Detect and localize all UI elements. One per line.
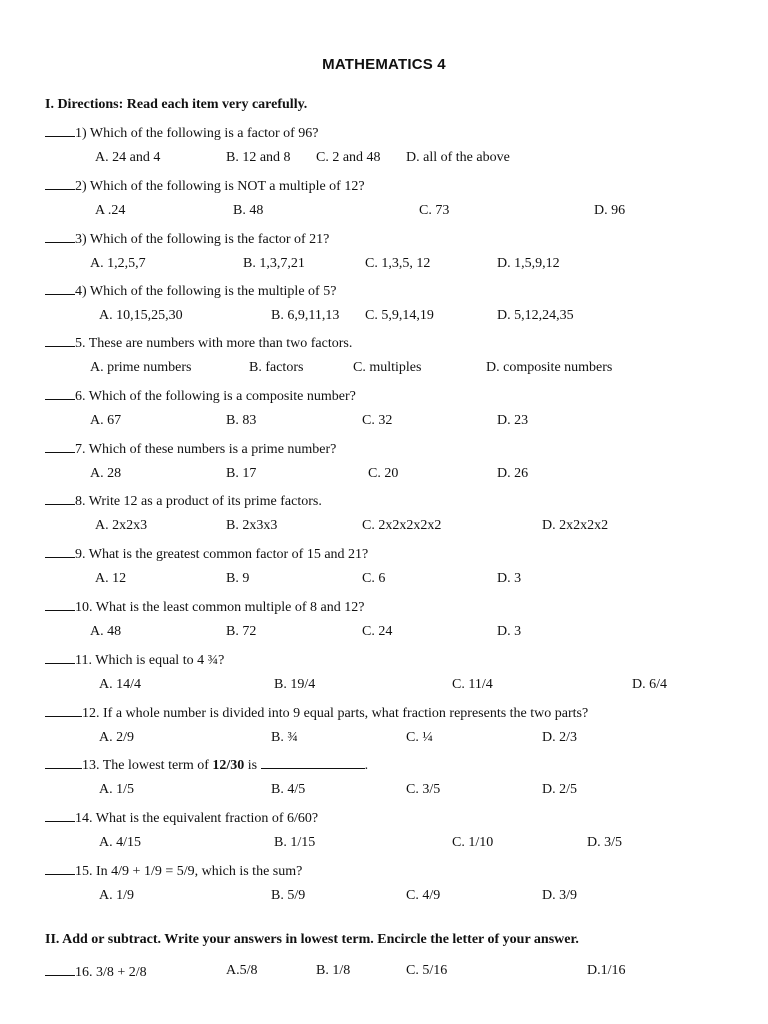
question-5	[45, 334, 352, 352]
answer-blank[interactable]	[45, 651, 75, 664]
page-title: MATHEMATICS 4	[322, 56, 446, 73]
answer-blank[interactable]	[45, 862, 75, 875]
answer-blank[interactable]	[45, 230, 75, 243]
option-d[interactable]: D. 2/3	[542, 730, 577, 745]
option-d[interactable]: D. composite numbers	[486, 360, 613, 375]
option-d[interactable]: D. 2x2x2x2	[542, 518, 609, 533]
part1-directions: I. Directions: Read each item very carefully.	[45, 97, 308, 112]
option-c[interactable]: C. 4/9	[406, 888, 441, 903]
option-a[interactable]: A. 2/9	[99, 730, 134, 745]
question-text: 15. In 4/9 + 1/9 = 5/9, which is the sum?	[75, 864, 303, 879]
option-a[interactable]: A. 48	[90, 624, 122, 639]
option-d[interactable]: D. all of the above	[406, 150, 510, 165]
option-a[interactable]: A. 1/9	[99, 888, 134, 903]
question-2	[45, 177, 365, 195]
question-text: 4) Which of the following is the multiple of 5?	[75, 284, 337, 299]
option-c[interactable]: C. 32	[362, 413, 393, 428]
option-c[interactable]: C. 24	[362, 624, 393, 639]
question-text: 10. What is the least common multiple of 8 and 12?	[75, 600, 365, 615]
question-text: 3) Which of the following is the factor of 21?	[75, 232, 330, 247]
option-b[interactable]: B. ¾	[271, 730, 298, 745]
question-9	[45, 545, 368, 563]
question-15	[45, 862, 302, 880]
option-c[interactable]: C. 73	[419, 203, 450, 218]
question-8	[45, 492, 322, 510]
option-a[interactable]: A .24	[95, 203, 126, 218]
option-b[interactable]: B. 6,9,11,13	[271, 308, 340, 323]
option-b[interactable]: B. 12 and 8	[226, 150, 291, 165]
option-b[interactable]: B. 83	[226, 413, 257, 428]
question-text: 11. Which is equal to 4 ¾?	[75, 653, 225, 668]
question-14	[45, 809, 318, 827]
question-text: 12. If a whole number is divided into 9 equal parts, what fraction represents the two parts?	[82, 706, 589, 721]
answer-blank[interactable]	[45, 598, 75, 611]
option-a[interactable]: A. 28	[90, 466, 122, 481]
option-c[interactable]: C. multiples	[353, 360, 422, 375]
option-b[interactable]: B. 19/4	[274, 677, 316, 692]
question-13	[45, 756, 368, 774]
question-10	[45, 598, 364, 616]
answer-blank[interactable]	[45, 963, 75, 976]
option-a[interactable]: A. 14/4	[99, 677, 141, 692]
answer-blank[interactable]	[45, 387, 75, 400]
option-b[interactable]: B. 1,3,7,21	[243, 256, 305, 271]
option-d[interactable]: D. 96	[594, 203, 626, 218]
question-text-bold: 12/30	[212, 758, 245, 773]
option-c[interactable]: C. 5,9,14,19	[365, 308, 434, 323]
question-text: 8. Write 12 as a product of its prime factors.	[75, 494, 322, 509]
option-a[interactable]: A. 2x2x3	[95, 518, 148, 533]
option-d[interactable]: D. 3/5	[587, 835, 622, 850]
option-b[interactable]: B. 17	[226, 466, 257, 481]
question-text: 5. These are numbers with more than two factors.	[75, 336, 353, 351]
option-b[interactable]: B. 5/9	[271, 888, 306, 903]
option-b[interactable]: B. factors	[249, 360, 304, 375]
option-a[interactable]: A. 12	[95, 571, 127, 586]
option-d[interactable]: D. 1,5,9,12	[497, 256, 560, 271]
question-text: 1) Which of the following is a factor of 96?	[75, 126, 319, 141]
option-b[interactable]: B. 4/5	[271, 782, 306, 797]
option-b[interactable]: B. 72	[226, 624, 257, 639]
option-a[interactable]: A. 4/15	[99, 835, 141, 850]
question-text: is	[244, 758, 258, 773]
option-c[interactable]: C. 2x2x2x2x2	[362, 518, 442, 533]
option-a[interactable]: A. 67	[90, 413, 122, 428]
option-d[interactable]: D. 3/9	[542, 888, 577, 903]
option-c[interactable]: C. 20	[368, 466, 399, 481]
option-d[interactable]: D. 26	[497, 466, 529, 481]
option-a[interactable]: A. 10,15,25,30	[99, 308, 183, 323]
option-c[interactable]: C. 1,3,5, 12	[365, 256, 431, 271]
option-d[interactable]: D. 6/4	[632, 677, 667, 692]
answer-blank[interactable]	[45, 492, 75, 505]
option-c[interactable]: C. 5/16	[406, 963, 448, 978]
option-c[interactable]: C. 3/5	[406, 782, 441, 797]
answer-blank[interactable]	[45, 177, 75, 190]
question-6	[45, 387, 356, 405]
option-b[interactable]: B. 9	[226, 571, 250, 586]
option-c[interactable]: C. ¼	[406, 730, 433, 745]
question-text: 7. Which of these numbers is a prime number?	[75, 442, 337, 457]
question-7	[45, 440, 336, 458]
question-3	[45, 230, 329, 248]
question-1	[45, 124, 319, 142]
question-text: 6. Which of the following is a composite number?	[75, 389, 356, 404]
answer-blank[interactable]	[45, 440, 75, 453]
question-4	[45, 282, 336, 300]
question-text: 14. What is the equivalent fraction of 6/60?	[75, 811, 319, 826]
option-c[interactable]: C. 6	[362, 571, 386, 586]
option-d[interactable]: D.1/16	[587, 963, 626, 978]
option-b[interactable]: B. 2x3x3	[226, 518, 278, 533]
option-a[interactable]: A. 1/5	[99, 782, 134, 797]
option-c[interactable]: C. 1/10	[452, 835, 494, 850]
option-d[interactable]: D. 3	[497, 624, 522, 639]
answer-blank[interactable]	[45, 704, 82, 717]
option-b[interactable]: B. 1/15	[274, 835, 316, 850]
option-d[interactable]: D. 2/5	[542, 782, 577, 797]
option-a[interactable]: A. prime numbers	[90, 360, 192, 375]
fill-in-blank[interactable]	[261, 756, 365, 769]
option-b[interactable]: B. 1/8	[316, 963, 351, 978]
question-12	[45, 704, 588, 722]
answer-blank[interactable]	[45, 545, 75, 558]
option-a[interactable]: A. 1,2,5,7	[90, 256, 146, 271]
part2-directions: II. Add or subtract. Write your answers in lowest term. Encircle the letter of your answer.	[45, 932, 579, 947]
option-d[interactable]: D. 3	[497, 571, 522, 586]
option-d[interactable]: D. 5,12,24,35	[497, 308, 574, 323]
answer-blank[interactable]	[45, 334, 75, 347]
answer-blank[interactable]	[45, 809, 75, 822]
question-text: .	[364, 758, 369, 773]
answer-blank[interactable]	[45, 756, 82, 769]
question-text: 2) Which of the following is NOT a multiple of 12?	[75, 179, 365, 194]
question-16	[45, 963, 147, 981]
option-d[interactable]: D. 23	[497, 413, 529, 428]
answer-blank[interactable]	[45, 282, 75, 295]
option-a[interactable]: A.5/8	[226, 963, 258, 978]
answer-blank[interactable]	[45, 124, 75, 137]
question-text: 13. The lowest term of	[82, 758, 213, 773]
question-11	[45, 651, 224, 669]
option-b[interactable]: B. 48	[233, 203, 264, 218]
option-c[interactable]: C. 2 and 48	[316, 150, 381, 165]
question-text: 16. 3/8 + 2/8	[75, 965, 147, 980]
option-c[interactable]: C. 11/4	[452, 677, 493, 692]
question-text: 9. What is the greatest common factor of 15 and 21?	[75, 547, 369, 562]
option-a[interactable]: A. 24 and 4	[95, 150, 161, 165]
